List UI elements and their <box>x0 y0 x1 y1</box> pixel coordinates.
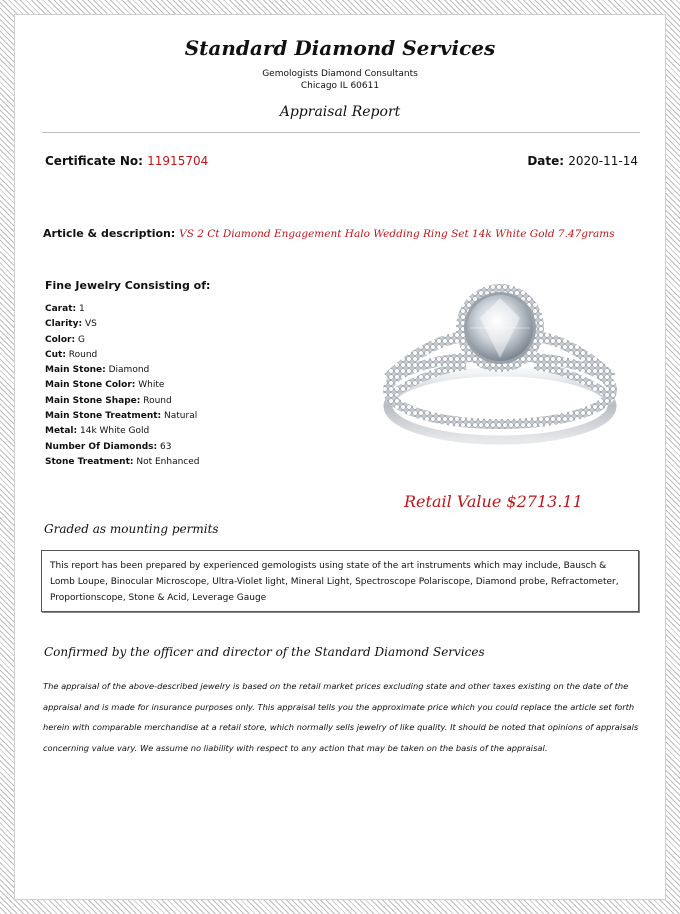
company-subtitle: Gemologists Diamond Consultants <box>262 69 418 79</box>
spec-label: Metal: <box>45 426 78 437</box>
spec-row <box>45 348 200 363</box>
date-value: 2020-11-14 <box>568 154 638 168</box>
spec-value: Diamond <box>108 365 150 376</box>
instruments-box <box>41 550 639 612</box>
spec-label: Main Stone: <box>45 365 106 376</box>
certificate-number <box>45 154 208 168</box>
spec-row <box>45 409 200 424</box>
spec-row <box>45 333 200 348</box>
company-title: Standard Diamond Services <box>184 36 496 60</box>
spec-value: Round <box>143 395 172 406</box>
spec-label: Stone Treatment: <box>45 456 134 467</box>
spec-value: 1 <box>78 304 85 314</box>
spec-row <box>45 440 200 455</box>
spec-label: Main Stone Treatment: <box>45 411 162 422</box>
spec-label: Cut: <box>45 349 66 360</box>
spec-value: 63 <box>160 441 172 452</box>
spec-value: VS <box>84 319 97 330</box>
instruments-text: This report has been prepared by experienced gemologists using state of the art instruments which may include, Bausch & Lomb Loupe, Binocular Microscope, Ultra-Violet light, Mineral Light, Spectroscope Polariscope, Diamond probe, Refractometer, Proportionscope, Stone & Acid, Leverage Gauge <box>50 561 619 603</box>
spec-value: Not Enhanced <box>136 456 200 467</box>
spec-row <box>45 363 200 378</box>
legal-disclaimer: The appraisal of the above-described jewelry is based on the retail market prices excluding state and other taxes existing on the date of the appraisal and is made for insurance purposes only. This appraisal tells you the approximate price which you could replace the article set forth herein with comparable merchandise at a retail store, which normally sells jewelry of like quality. It should be noted that opinions of appraisals concerning value vary. We assume no liability with respect to any action that may be taken on the basis of the appraisal. <box>43 681 639 753</box>
article-description <box>43 227 615 240</box>
spec-label: Clarity: <box>45 319 83 330</box>
retail-value: Retail Value $2713.11 <box>404 492 583 511</box>
article-value: VS 2 Ct Diamond Engagement Halo Wedding Ring Set 14k White Gold 7.47grams <box>179 228 615 240</box>
fine-jewelry-heading: Fine Jewelry Consisting of: <box>45 279 211 292</box>
report-title: Appraisal Report <box>279 104 401 120</box>
spec-row <box>45 378 200 393</box>
spec-value: White <box>138 380 165 391</box>
spec-row <box>45 394 200 409</box>
company-address: Chicago IL 60611 <box>300 81 380 91</box>
spec-list <box>45 302 200 470</box>
spec-label: Color: <box>45 334 76 345</box>
confirmation-heading: Confirmed by the officer and director of the Standard Diamond Services <box>44 645 485 659</box>
spec-row <box>45 302 200 317</box>
spec-row <box>45 317 200 332</box>
spec-value: G <box>77 334 85 345</box>
spec-row <box>45 424 200 439</box>
report-date <box>527 154 638 168</box>
spec-label: Main Stone Shape: <box>45 395 141 406</box>
date-label: Date: <box>527 154 565 168</box>
spec-row <box>45 455 200 470</box>
spec-label: Main Stone Color: <box>45 380 136 391</box>
spec-label: Carat: <box>45 304 77 314</box>
spec-label: Number Of Diamonds: <box>45 441 158 452</box>
ring-image <box>370 278 620 448</box>
certificate-value: 11915704 <box>147 154 209 168</box>
spec-value: Round <box>68 349 98 360</box>
header-divider <box>42 132 640 133</box>
graded-note: Graded as mounting permits <box>44 522 219 536</box>
spec-value: 14k White Gold <box>80 426 150 437</box>
article-label: Article & description: <box>43 227 176 240</box>
spec-value: Natural <box>164 411 198 422</box>
certificate-label: Certificate No: <box>45 154 143 168</box>
